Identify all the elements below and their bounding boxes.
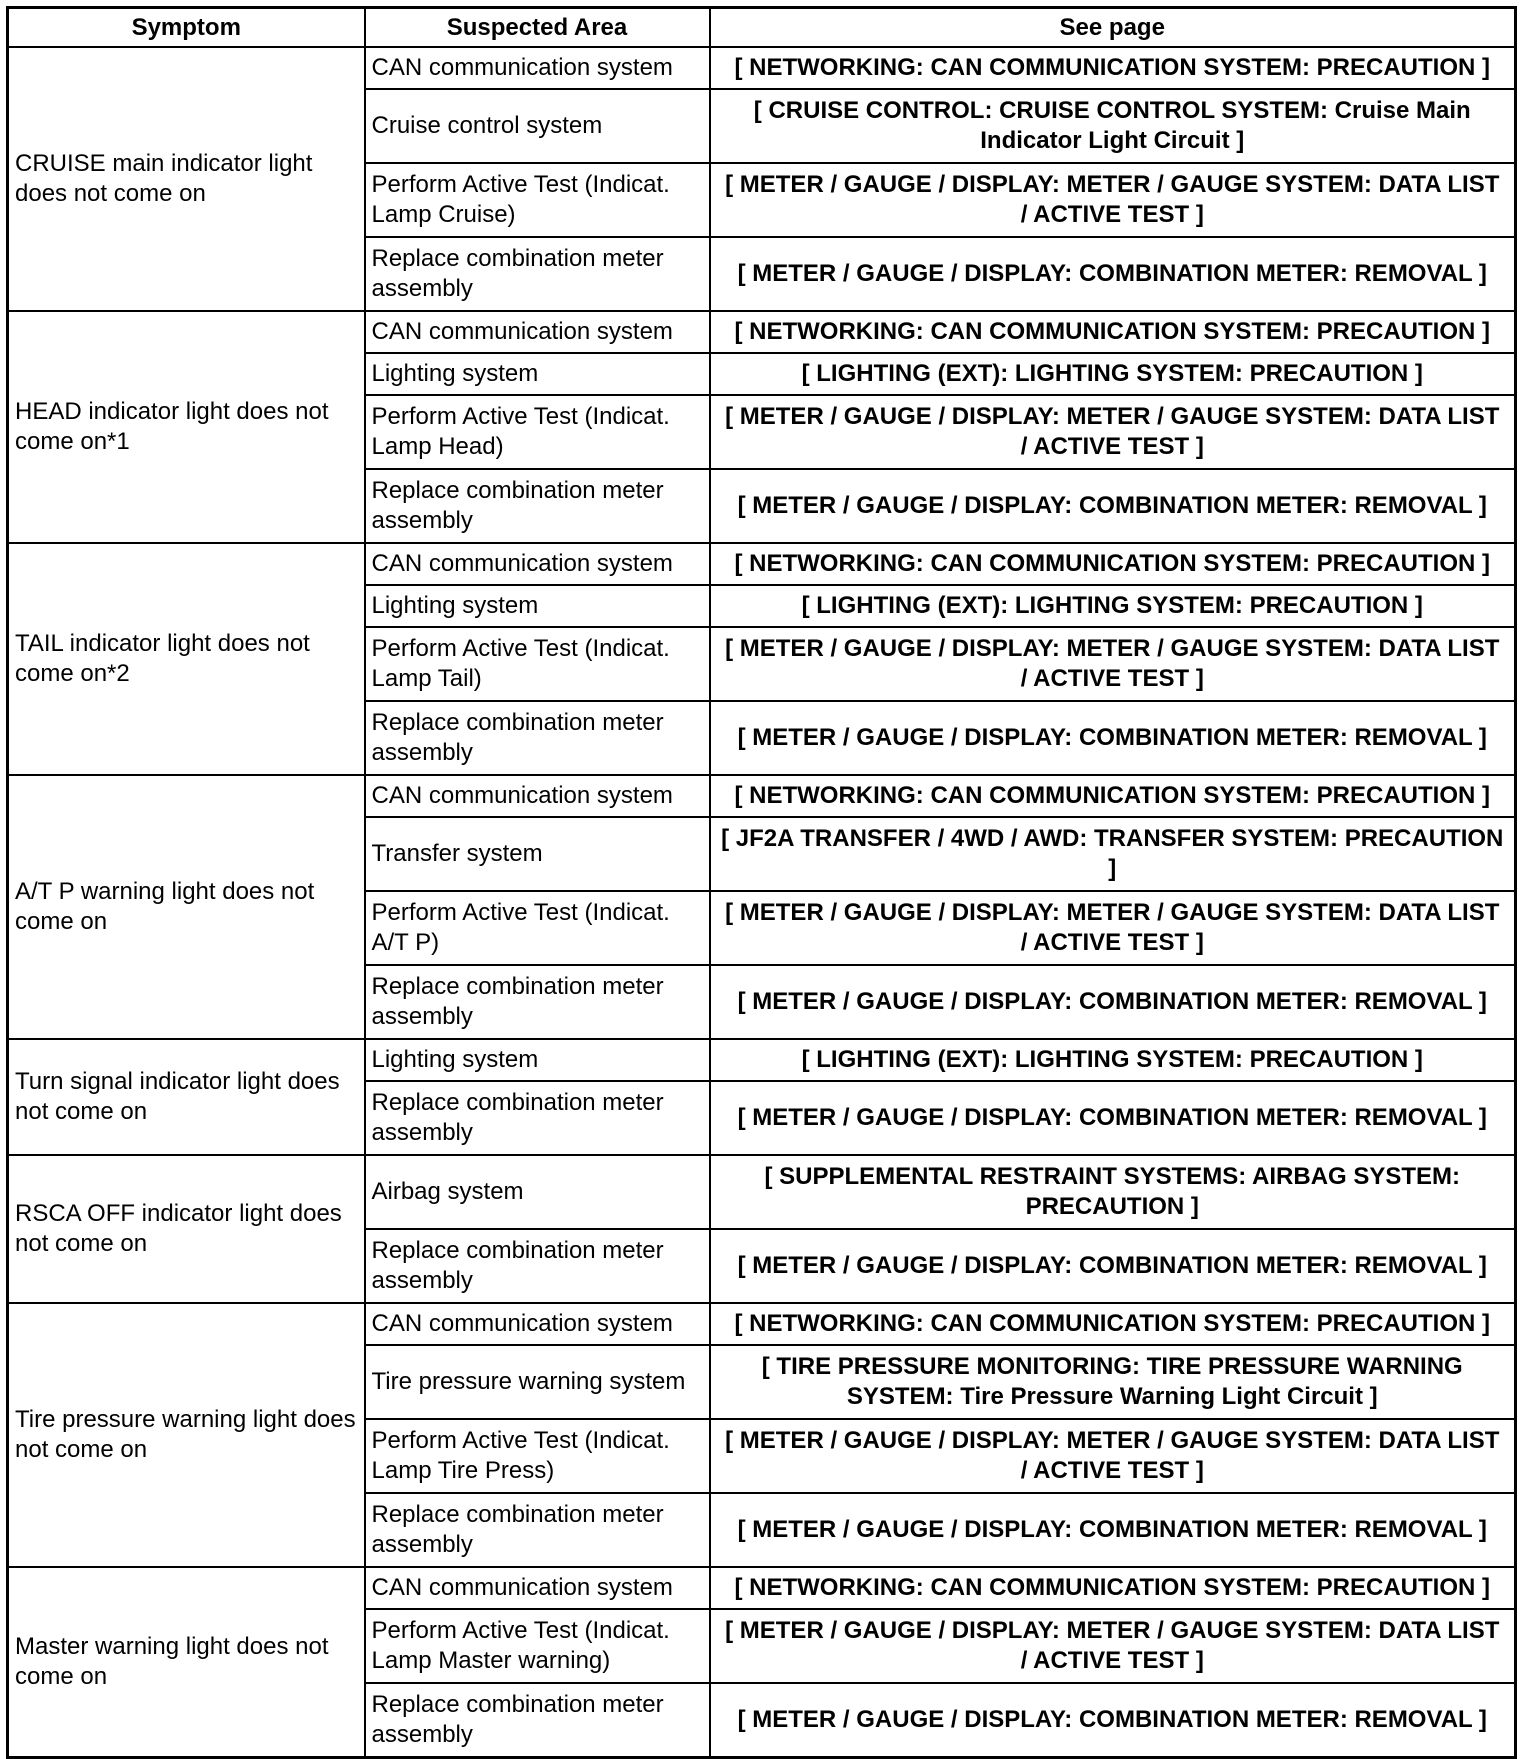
suspected-area-cell: Perform Active Test (Indicat. Lamp Tail) bbox=[365, 627, 710, 701]
suspected-area-cell: CAN communication system bbox=[365, 775, 710, 817]
suspected-area-cell: Lighting system bbox=[365, 1039, 710, 1081]
see-page-link[interactable]: [ LIGHTING (EXT): LIGHTING SYSTEM: PRECAUTION ] bbox=[710, 585, 1516, 627]
suspected-area-cell: Lighting system bbox=[365, 353, 710, 395]
troubleshooting-table bbox=[6, 6, 1517, 1759]
table-row bbox=[8, 311, 1516, 353]
suspected-area-cell: Lighting system bbox=[365, 585, 710, 627]
see-page-link[interactable]: [ METER / GAUGE / DISPLAY: COMBINATION METER: REMOVAL ] bbox=[710, 701, 1516, 775]
suspected-area-cell: CAN communication system bbox=[365, 47, 710, 89]
header-symptom: Symptom bbox=[8, 8, 365, 48]
see-page-link[interactable]: [ SUPPLEMENTAL RESTRAINT SYSTEMS: AIRBAG SYSTEM: PRECAUTION ] bbox=[710, 1155, 1516, 1229]
see-page-link[interactable]: [ METER / GAUGE / DISPLAY: COMBINATION METER: REMOVAL ] bbox=[710, 965, 1516, 1039]
see-page-link[interactable]: [ NETWORKING: CAN COMMUNICATION SYSTEM: PRECAUTION ] bbox=[710, 1303, 1516, 1345]
table-row bbox=[8, 775, 1516, 817]
table-row bbox=[8, 1039, 1516, 1081]
see-page-link[interactable]: [ METER / GAUGE / DISPLAY: METER / GAUGE SYSTEM: DATA LIST / ACTIVE TEST ] bbox=[710, 891, 1516, 965]
suspected-area-cell: Tire pressure warning system bbox=[365, 1345, 710, 1419]
see-page-link[interactable]: [ METER / GAUGE / DISPLAY: METER / GAUGE SYSTEM: DATA LIST / ACTIVE TEST ] bbox=[710, 1419, 1516, 1493]
see-page-link[interactable]: [ LIGHTING (EXT): LIGHTING SYSTEM: PRECAUTION ] bbox=[710, 1039, 1516, 1081]
table-row bbox=[8, 543, 1516, 585]
table-row bbox=[8, 1567, 1516, 1609]
header-see-page: See page bbox=[710, 8, 1516, 48]
see-page-link[interactable]: [ METER / GAUGE / DISPLAY: COMBINATION METER: REMOVAL ] bbox=[710, 1229, 1516, 1303]
suspected-area-cell: Replace combination meter assembly bbox=[365, 469, 710, 543]
symptom-cell: RSCA OFF indicator light does not come on bbox=[8, 1155, 365, 1303]
suspected-area-cell: Perform Active Test (Indicat. Lamp Tire Press) bbox=[365, 1419, 710, 1493]
see-page-link[interactable]: [ JF2A TRANSFER / 4WD / AWD: TRANSFER SYSTEM: PRECAUTION ] bbox=[710, 817, 1516, 891]
symptom-cell: CRUISE main indicator light does not come on bbox=[8, 47, 365, 311]
suspected-area-cell: Airbag system bbox=[365, 1155, 710, 1229]
suspected-area-cell: Replace combination meter assembly bbox=[365, 1493, 710, 1567]
see-page-link[interactable]: [ NETWORKING: CAN COMMUNICATION SYSTEM: PRECAUTION ] bbox=[710, 1567, 1516, 1609]
see-page-link[interactable]: [ CRUISE CONTROL: CRUISE CONTROL SYSTEM: Cruise Main Indicator Light Circuit ] bbox=[710, 89, 1516, 163]
table-row bbox=[8, 1155, 1516, 1229]
see-page-link[interactable]: [ METER / GAUGE / DISPLAY: COMBINATION METER: REMOVAL ] bbox=[710, 469, 1516, 543]
table-row bbox=[8, 1303, 1516, 1345]
table-body bbox=[8, 47, 1516, 1758]
suspected-area-cell: Cruise control system bbox=[365, 89, 710, 163]
suspected-area-cell: Perform Active Test (Indicat. Lamp Head) bbox=[365, 395, 710, 469]
see-page-link[interactable]: [ LIGHTING (EXT): LIGHTING SYSTEM: PRECAUTION ] bbox=[710, 353, 1516, 395]
troubleshooting-table-container bbox=[6, 6, 1514, 1759]
suspected-area-cell: Replace combination meter assembly bbox=[365, 701, 710, 775]
see-page-link[interactable]: [ METER / GAUGE / DISPLAY: METER / GAUGE SYSTEM: DATA LIST / ACTIVE TEST ] bbox=[710, 163, 1516, 237]
symptom-cell: A/T P warning light does not come on bbox=[8, 775, 365, 1039]
symptom-cell: HEAD indicator light does not come on*1 bbox=[8, 311, 365, 543]
suspected-area-cell: Perform Active Test (Indicat. Lamp Master warning) bbox=[365, 1609, 710, 1683]
symptom-cell: Turn signal indicator light does not come on bbox=[8, 1039, 365, 1155]
see-page-link[interactable]: [ METER / GAUGE / DISPLAY: COMBINATION METER: REMOVAL ] bbox=[710, 1493, 1516, 1567]
suspected-area-cell: CAN communication system bbox=[365, 1303, 710, 1345]
suspected-area-cell: Replace combination meter assembly bbox=[365, 1229, 710, 1303]
suspected-area-cell: Transfer system bbox=[365, 817, 710, 891]
suspected-area-cell: CAN communication system bbox=[365, 1567, 710, 1609]
suspected-area-cell: Replace combination meter assembly bbox=[365, 965, 710, 1039]
suspected-area-cell: Perform Active Test (Indicat. A/T P) bbox=[365, 891, 710, 965]
suspected-area-cell: CAN communication system bbox=[365, 543, 710, 585]
symptom-cell: Master warning light does not come on bbox=[8, 1567, 365, 1758]
see-page-link[interactable]: [ METER / GAUGE / DISPLAY: COMBINATION METER: REMOVAL ] bbox=[710, 1683, 1516, 1758]
suspected-area-cell: Perform Active Test (Indicat. Lamp Cruise) bbox=[365, 163, 710, 237]
see-page-link[interactable]: [ NETWORKING: CAN COMMUNICATION SYSTEM: PRECAUTION ] bbox=[710, 543, 1516, 585]
suspected-area-cell: Replace combination meter assembly bbox=[365, 237, 710, 311]
see-page-link[interactable]: [ METER / GAUGE / DISPLAY: METER / GAUGE SYSTEM: DATA LIST / ACTIVE TEST ] bbox=[710, 1609, 1516, 1683]
table-row bbox=[8, 47, 1516, 89]
symptom-cell: TAIL indicator light does not come on*2 bbox=[8, 543, 365, 775]
see-page-link[interactable]: [ METER / GAUGE / DISPLAY: COMBINATION METER: REMOVAL ] bbox=[710, 237, 1516, 311]
see-page-link[interactable]: [ NETWORKING: CAN COMMUNICATION SYSTEM: PRECAUTION ] bbox=[710, 47, 1516, 89]
see-page-link[interactable]: [ METER / GAUGE / DISPLAY: METER / GAUGE SYSTEM: DATA LIST / ACTIVE TEST ] bbox=[710, 395, 1516, 469]
header-suspected-area: Suspected Area bbox=[365, 8, 710, 48]
symptom-cell: Tire pressure warning light does not come on bbox=[8, 1303, 365, 1567]
see-page-link[interactable]: [ NETWORKING: CAN COMMUNICATION SYSTEM: PRECAUTION ] bbox=[710, 311, 1516, 353]
see-page-link[interactable]: [ METER / GAUGE / DISPLAY: COMBINATION METER: REMOVAL ] bbox=[710, 1081, 1516, 1155]
suspected-area-cell: CAN communication system bbox=[365, 311, 710, 353]
see-page-link[interactable]: [ TIRE PRESSURE MONITORING: TIRE PRESSURE WARNING SYSTEM: Tire Pressure Warning Light Circuit ] bbox=[710, 1345, 1516, 1419]
suspected-area-cell: Replace combination meter assembly bbox=[365, 1081, 710, 1155]
header-row bbox=[8, 8, 1516, 48]
suspected-area-cell: Replace combination meter assembly bbox=[365, 1683, 710, 1758]
see-page-link[interactable]: [ METER / GAUGE / DISPLAY: METER / GAUGE SYSTEM: DATA LIST / ACTIVE TEST ] bbox=[710, 627, 1516, 701]
see-page-link[interactable]: [ NETWORKING: CAN COMMUNICATION SYSTEM: PRECAUTION ] bbox=[710, 775, 1516, 817]
